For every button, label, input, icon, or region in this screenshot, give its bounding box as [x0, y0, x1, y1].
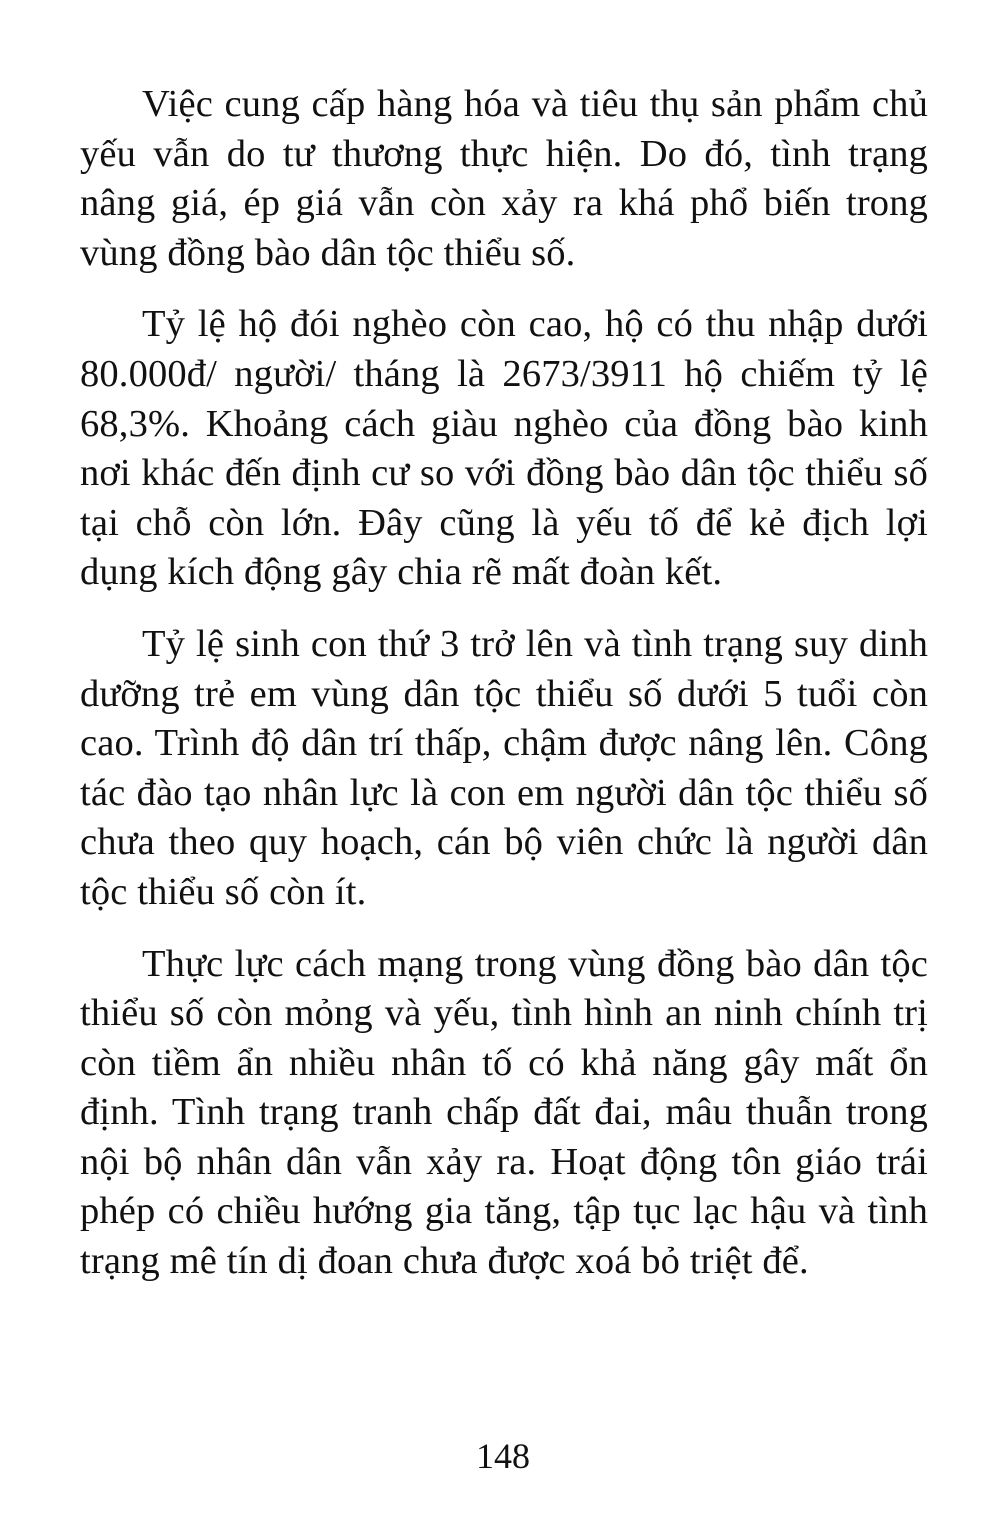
page-body	[80, 80, 928, 1309]
paragraph-birth-rate: Tỷ lệ sinh con thứ 3 trở lên và tình trạng suy dinh dưỡng trẻ em vùng dân tộc thiểu số dưới 5 tuổi còn cao. Trình độ dân trí thấp, chậm được nâng lên. Công tác đào tạo nhân lực là con em người dân tộc thiểu số chưa theo quy hoạch, cán bộ viên chức là người dân tộc thiểu số còn ít.	[80, 622, 928, 913]
paragraph-security: Thực lực cách mạng trong vùng đồng bào dân tộc thiểu số còn mỏng và yếu, tình hình an ninh chính trị còn tiềm ẩn nhiều nhân tố có khả năng gây mất ổn định. Tình trạng tranh chấp đất đai, mâu thuẫn trong nội bộ nhân dân vẫn xảy ra. Hoạt động tôn giáo trái phép có chiều hướng gia tăng, tập tục lạc hậu và tình trạng mê tín dị đoan chưa được xoá bỏ triệt để.	[80, 942, 928, 1283]
paragraph-poverty: Tỷ lệ hộ đói nghèo còn cao, hộ có thu nhập dưới 80.000đ/ người/ tháng là 2673/3911 hộ chiếm tỷ lệ 68,3%. Khoảng cách giàu nghèo của đồng bào kinh nơi khác đến định cư so với đồng bào dân tộc thiểu số tại chỗ còn lớn. Đây cũng là yếu tố để kẻ địch lợi dụng kích động gây chia rẽ mất đoàn kết.	[80, 303, 928, 594]
page-number: 148	[476, 1436, 530, 1476]
paragraph-trade: Việc cung cấp hàng hóa và tiêu thụ sản phẩm chủ yếu vẫn do tư thương thực hiện. Do đó, tình trạng nâng giá, ép giá vẫn còn xảy ra khá phổ biến trong vùng đồng bào dân tộc thiểu số.	[80, 83, 928, 274]
